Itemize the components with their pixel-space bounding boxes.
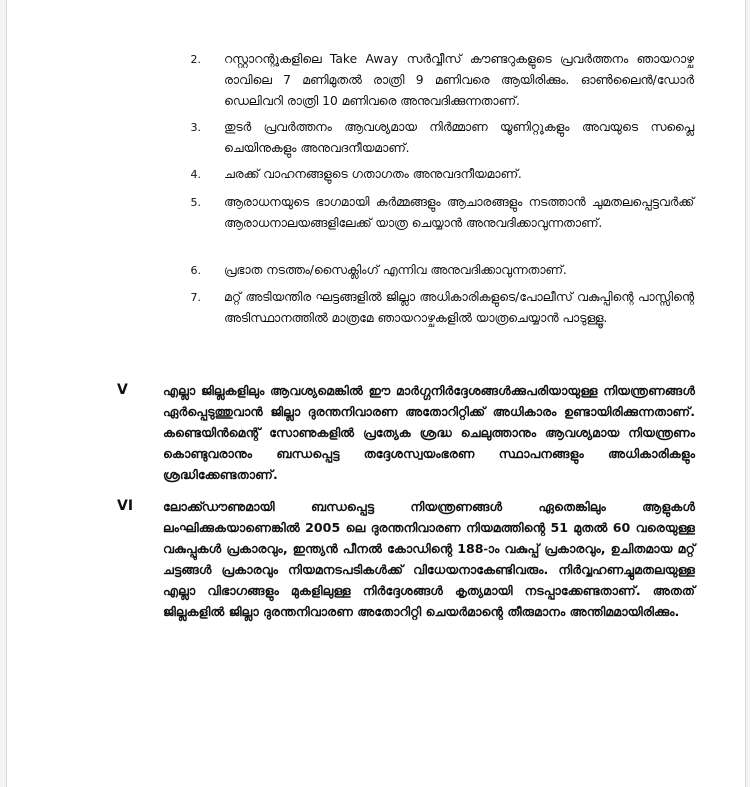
- list-item-number: 3.: [190, 121, 201, 134]
- list-item-number: 5.: [190, 196, 201, 209]
- list-item-number: 4.: [190, 168, 201, 181]
- list-item-number: 7.: [190, 291, 201, 304]
- section-number: V: [117, 382, 128, 398]
- list-item-number: 6.: [190, 264, 201, 277]
- list-item-text: മറ്റ് അടിയന്തിര ഘട്ടങ്ങളിൽ ജില്ലാ അധികാരികളുടെ/പോലീസ് വകുപ്പിന്റെ പാസ്സിന്റെ അടിസ്ഥാനത്തിൽ മാത്രമേ ഞായറാഴ്ചകളിൽ യാത്രചെയ്യാൻ പാടുള്ളൂ.: [224, 290, 694, 325]
- list-item-number: 2.: [190, 53, 201, 66]
- list-item-text: ആരാധനയുടെ ഭാഗമായി കർമ്മങ്ങളും ആചാരങ്ങളും നടത്താൻ ചുമതലപ്പെട്ടവർക്ക് ആരാധനാലയങ്ങളിലേക്ക് യാത്ര ചെയ്യാൻ അനുവദിക്കാവുന്നതാണ്.: [224, 195, 694, 230]
- section-text: ലോക്ക്ഡൗണുമായി ബന്ധപ്പെട്ട നിയന്ത്രണങ്ങൾ ഏതെങ്കിലും ആളുകൾ ലംഘിക്കുകയാണെങ്കിൽ 2005 ലെ ദുരന്തനിവാരണ നിയമത്തിന്റെ 51 മുതൽ 60 വരെയുള്ള വകുപ്പുകൾ പ്രകാരവും, ഇന്ത്യൻ പീനൽ കോഡിന്റെ 188-ാം വകുപ്പ് പ്രകാരവും, ഉചിതമായ മറ്റ് ചട്ടങ്ങൾ പ്രകാരവും നിയമനടപടികൾക്ക് വിധേയനാകേണ്ടിവരും. നിർവ്വഹണച്ചുമതലയുള്ള എല്ലാ വിഭാഗങ്ങളും മുകളിലുള്ള നിർദ്ദേശങ്ങൾ കൃത്യമായി നടപ്പാക്കേണ്ടതാണ്. അതത് ജില്ലകളിൽ ജില്ലാ ദുരന്തനിവാരണ അതോറിറ്റി ചെയർമാന്റെ തീരുമാനം അന്തിമമായിരിക്കും.: [163, 499, 695, 619]
- section-text: എല്ലാ ജില്ലകളിലും ആവശ്യമെങ്കിൽ ഈ മാർഗ്ഗനിർദ്ദേശങ്ങൾക്കുപരിയായുള്ള നിയന്ത്രണങ്ങൾ ഏർപ്പെടുത്തുവാൻ ജില്ലാ ദുരന്തനിവാരണ അതോറിറ്റിക്ക് അധികാരം ഉണ്ടായിരിക്കുന്നതാണ്. കണ്ടെയിൻമെന്റ് സോണുകളിൽ പ്രത്യേക ശ്രദ്ധ ചെലുത്താനും ആവശ്യമായ നിയന്ത്രണം കൊണ്ടുവരാനും ബന്ധപ്പെട്ട തദ്ദേശസ്വയംഭരണ സ്ഥാപനങ്ങളും അധികാരികളും ശ്രദ്ധിക്കേണ്ടതാണ്.: [163, 383, 695, 482]
- list-item-text: റസ്റ്റാറന്റുകളിലെ Take Away സർവ്വീസ് കൗണ്ടറുകളുടെ പ്രവർത്തനം ഞായറാഴ്ച രാവിലെ 7 മണിമുതൽ രാത്രി 9 മണിവരെ ആയിരിക്കും. ഓൺലൈൻ/ഡോർ ഡെലിവറി രാത്രി 10 മണിവരെ അനുവദിക്കുന്നതാണ്.: [224, 52, 694, 108]
- list-item-text: തുടർ പ്രവർത്തനം ആവശ്യമായ നിർമ്മാണ യൂണിറ്റുകളും അവയുടെ സപ്ലൈ ചെയിനുകളും അനുവദനീയമാണ്.: [224, 120, 694, 155]
- document-page: [6, 0, 746, 787]
- list-item-text: ചരക്ക് വാഹനങ്ങളുടെ ഗതാഗതം അനുവദനീയമാണ്.: [224, 167, 522, 181]
- section-number: VI: [117, 498, 134, 514]
- list-item-text: പ്രഭാത നടത്തം/സൈക്ലിംഗ് എന്നിവ അനുവദിക്കാവുന്നതാണ്.: [224, 263, 567, 277]
